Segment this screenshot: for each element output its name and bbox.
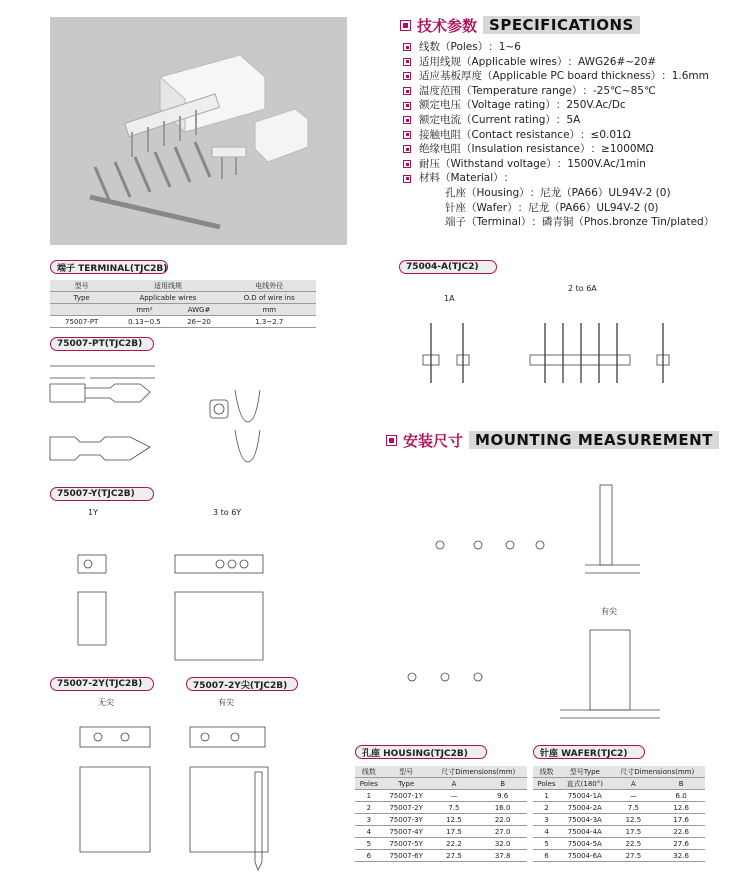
th-poles: Poles — [355, 778, 383, 790]
spec-label: 耐压（Withstand voltage） — [419, 157, 557, 170]
label-with-tip-mount: 有尖 — [601, 607, 617, 616]
bullet-icon — [403, 175, 411, 183]
spec-value: ：250V.Ac/Dc — [555, 99, 626, 112]
th-dim: 尺寸Dimensions(mm) — [610, 766, 706, 778]
th-wires: Applicable wires — [113, 292, 222, 304]
bullet-icon — [403, 87, 411, 95]
mounting-drawing — [390, 465, 690, 735]
cell: 75007-PT — [50, 316, 113, 328]
spec-row-insulation — [403, 142, 714, 157]
cell: 1 — [533, 790, 560, 802]
y-housing-drawing — [70, 530, 280, 665]
label-1y: 1Y — [88, 508, 98, 517]
pt-pill: 75007-PT(TJC2B) — [50, 337, 154, 351]
th-dim: 尺寸Dimensions(mm) — [430, 766, 527, 778]
cell: 75004-6A — [560, 850, 609, 862]
cell: 32.6 — [657, 850, 705, 862]
material-terminal — [403, 215, 714, 230]
cell: 17.6 — [657, 814, 705, 826]
bullet-icon — [403, 145, 411, 153]
cell: 2 — [533, 802, 560, 814]
cell: 3 — [533, 814, 560, 826]
label-3-6y: 3 to 6Y — [213, 508, 242, 517]
th-type-cn: 型号 — [50, 280, 113, 292]
cell: 32.0 — [478, 838, 527, 850]
table-row — [355, 790, 527, 802]
spec-row-material — [403, 171, 714, 186]
spec-label: 额定电压（Voltage rating） — [419, 99, 556, 112]
th-blank — [50, 304, 113, 316]
spec-label: 适用线规（Applicable wires） — [419, 55, 568, 68]
cell: 12.6 — [657, 802, 705, 814]
material-wafer — [403, 201, 714, 216]
th-od: O.D of wire ins — [223, 292, 316, 304]
spec-value: ：≤0.01Ω — [580, 128, 631, 141]
housing-pill: 孔座 HOUSING(TJC2B) — [355, 745, 487, 759]
cell: 4 — [533, 826, 560, 838]
cell: 75004-5A — [560, 838, 609, 850]
cell: 3 — [355, 814, 383, 826]
th-poles: Poles — [533, 778, 560, 790]
wafer-table — [533, 766, 705, 862]
th-mm: mm — [223, 304, 316, 316]
wafer-drawing — [405, 305, 695, 415]
th-a: A — [430, 778, 479, 790]
mounting-header — [386, 430, 719, 450]
spec-row-withstand — [403, 157, 714, 172]
spec-label: 线数（Poles） — [419, 41, 489, 53]
bullet-icon — [403, 160, 411, 168]
cell: 75007-4Y — [383, 826, 430, 838]
bullet-icon — [403, 102, 411, 110]
cell: 75004-4A — [560, 826, 609, 838]
spec-label: 接触电阻（Contact resistance） — [419, 128, 581, 141]
th-awg: AWG# — [176, 304, 223, 316]
cell: 37.8 — [478, 850, 527, 862]
cell: 17.5 — [430, 826, 479, 838]
bullet-icon — [403, 58, 411, 66]
spec-value: ：磷青铜（Phos.bronze Tin/plated） — [531, 216, 715, 229]
cell: 4 — [355, 826, 383, 838]
cell: 22.6 — [657, 826, 705, 838]
th-type-cn: 型号Type — [560, 766, 609, 778]
th-wires-cn: 适用线规 — [113, 280, 222, 292]
spec-value: ： — [503, 172, 515, 185]
cell: 27.0 — [478, 826, 527, 838]
table-row — [50, 316, 316, 328]
y-pill: 75007-Y(TJC2B) — [50, 487, 154, 501]
product-photo — [50, 17, 347, 245]
table-row — [533, 790, 705, 802]
spec-label: 材料（Material） — [419, 172, 504, 185]
spec-value: ：5A — [555, 113, 581, 126]
bullet-icon — [400, 20, 411, 31]
spec-value: ：≥1000MΩ — [590, 143, 654, 156]
spec-row-contact — [403, 128, 714, 143]
spec-label: 绝缘电阻（Insulation resistance） — [419, 143, 591, 156]
th-b: B — [657, 778, 705, 790]
th-poles-cn: 线数 — [355, 766, 383, 778]
cell: 75004-2A — [560, 802, 609, 814]
cell: 27.5 — [430, 850, 479, 862]
cell: 75007-2Y — [383, 802, 430, 814]
spec-value: ：尼龙（PA66）UL94V-2 (0) — [517, 201, 659, 214]
material-housing — [403, 186, 714, 201]
cell: 9.6 — [478, 790, 527, 802]
cell: — — [610, 790, 658, 802]
label-no-tip: 无尖 — [98, 698, 114, 707]
cell: 26~20 — [176, 316, 223, 328]
wafer-pill: 75004-A(TJC2) — [399, 260, 497, 274]
th-type: Type — [50, 292, 113, 304]
spec-row-current — [403, 113, 714, 128]
cell: 6 — [355, 850, 383, 862]
cell: 16.0 — [478, 802, 527, 814]
spec-value: ：1500V.Ac/1min — [556, 157, 646, 170]
wafer-table-pill: 针座 WAFER(TJC2) — [533, 745, 645, 759]
spec-value: ：-25℃~85℃ — [582, 84, 656, 97]
spec-label: 端子（Terminal） — [445, 216, 532, 229]
2y-housing-drawing — [70, 712, 290, 882]
housing-table — [355, 766, 527, 862]
table-row — [355, 802, 527, 814]
spec-value: ：尼龙（PA66）UL94V-2 (0) — [529, 186, 671, 199]
th-a: A — [610, 778, 658, 790]
cell: 27.5 — [610, 850, 658, 862]
bullet-icon — [386, 435, 397, 446]
table-row — [533, 838, 705, 850]
table-row — [355, 814, 527, 826]
spec-value: ：1.6mm — [661, 70, 709, 83]
cell: 0.13~0.5 — [113, 316, 175, 328]
label-1a: 1A — [444, 294, 455, 303]
bullet-icon — [403, 43, 411, 51]
spec-value: ：1~6 — [488, 41, 521, 53]
spec-value: ：AWG26#~20# — [567, 55, 657, 68]
pt-terminal-drawing — [45, 352, 295, 472]
terminal-table — [50, 280, 316, 328]
cell: — — [430, 790, 479, 802]
cell: 75007-6Y — [383, 850, 430, 862]
specifications-title-cn: 技术参数 — [417, 16, 478, 35]
th-poles-cn: 线数 — [533, 766, 560, 778]
bullet-icon — [403, 116, 411, 124]
cell: 6.0 — [657, 790, 705, 802]
th-mm2: mm² — [113, 304, 175, 316]
specifications-title-en: SPECIFICATIONS — [483, 16, 640, 34]
cell: 1.3~2.7 — [223, 316, 316, 328]
terminal-pill: 端子 TERMINAL(TJC2B) — [50, 260, 168, 274]
spec-row-temp — [403, 84, 714, 99]
spec-label: 针座（Wafer） — [445, 201, 518, 214]
spec-row-poles — [403, 40, 714, 55]
cell: 22.5 — [610, 838, 658, 850]
th-straight: 直式(180°) — [560, 778, 609, 790]
cell: 1 — [355, 790, 383, 802]
bullet-icon — [403, 131, 411, 139]
cell: 5 — [355, 838, 383, 850]
cell: 75007-5Y — [383, 838, 430, 850]
cell: 27.6 — [657, 838, 705, 850]
cell: 7.5 — [610, 802, 658, 814]
table-row — [355, 826, 527, 838]
spec-label: 孔座（Housing） — [445, 186, 530, 199]
spec-label: 额定电流（Current rating） — [419, 113, 556, 126]
cell: 7.5 — [430, 802, 479, 814]
th-type-cn: 型号 — [383, 766, 430, 778]
specification-list — [403, 40, 714, 230]
specifications-header — [400, 15, 640, 35]
spec-row-pcb — [403, 69, 714, 84]
connector-illustration — [50, 17, 347, 245]
mounting-title-cn: 安装尺寸 — [403, 431, 464, 450]
cell: 12.5 — [610, 814, 658, 826]
spec-row-voltage — [403, 98, 714, 113]
th-type: Type — [383, 778, 430, 790]
table-row — [533, 814, 705, 826]
cell: 22.2 — [430, 838, 479, 850]
cell: 75004-3A — [560, 814, 609, 826]
table-row — [533, 802, 705, 814]
mounting-title-en: MOUNTING MEASUREMENT — [469, 431, 719, 449]
th-od-cn: 电线外径 — [223, 280, 316, 292]
table-row — [355, 838, 527, 850]
cell: 5 — [533, 838, 560, 850]
cell: 17.5 — [610, 826, 658, 838]
2y-pill: 75007-2Y(TJC2B) — [50, 677, 154, 691]
bullet-icon — [403, 72, 411, 80]
cell: 75007-3Y — [383, 814, 430, 826]
spec-row-wires — [403, 55, 714, 70]
th-b: B — [478, 778, 527, 790]
cell: 12.5 — [430, 814, 479, 826]
label-with-tip: 有尖 — [218, 698, 234, 707]
cell: 75007-1Y — [383, 790, 430, 802]
table-row — [533, 850, 705, 862]
2y-tip-pill: 75007-2Y尖(TJC2B) — [186, 677, 298, 691]
cell: 2 — [355, 802, 383, 814]
cell: 22.0 — [478, 814, 527, 826]
cell: 75004-1A — [560, 790, 609, 802]
table-row — [355, 850, 527, 862]
spec-label: 温度范围（Temperature range） — [419, 84, 583, 97]
spec-label: 适应基板厚度（Applicable PC board thickness） — [419, 70, 662, 83]
cell: 6 — [533, 850, 560, 862]
table-row — [533, 826, 705, 838]
label-2-6a: 2 to 6A — [568, 284, 597, 293]
